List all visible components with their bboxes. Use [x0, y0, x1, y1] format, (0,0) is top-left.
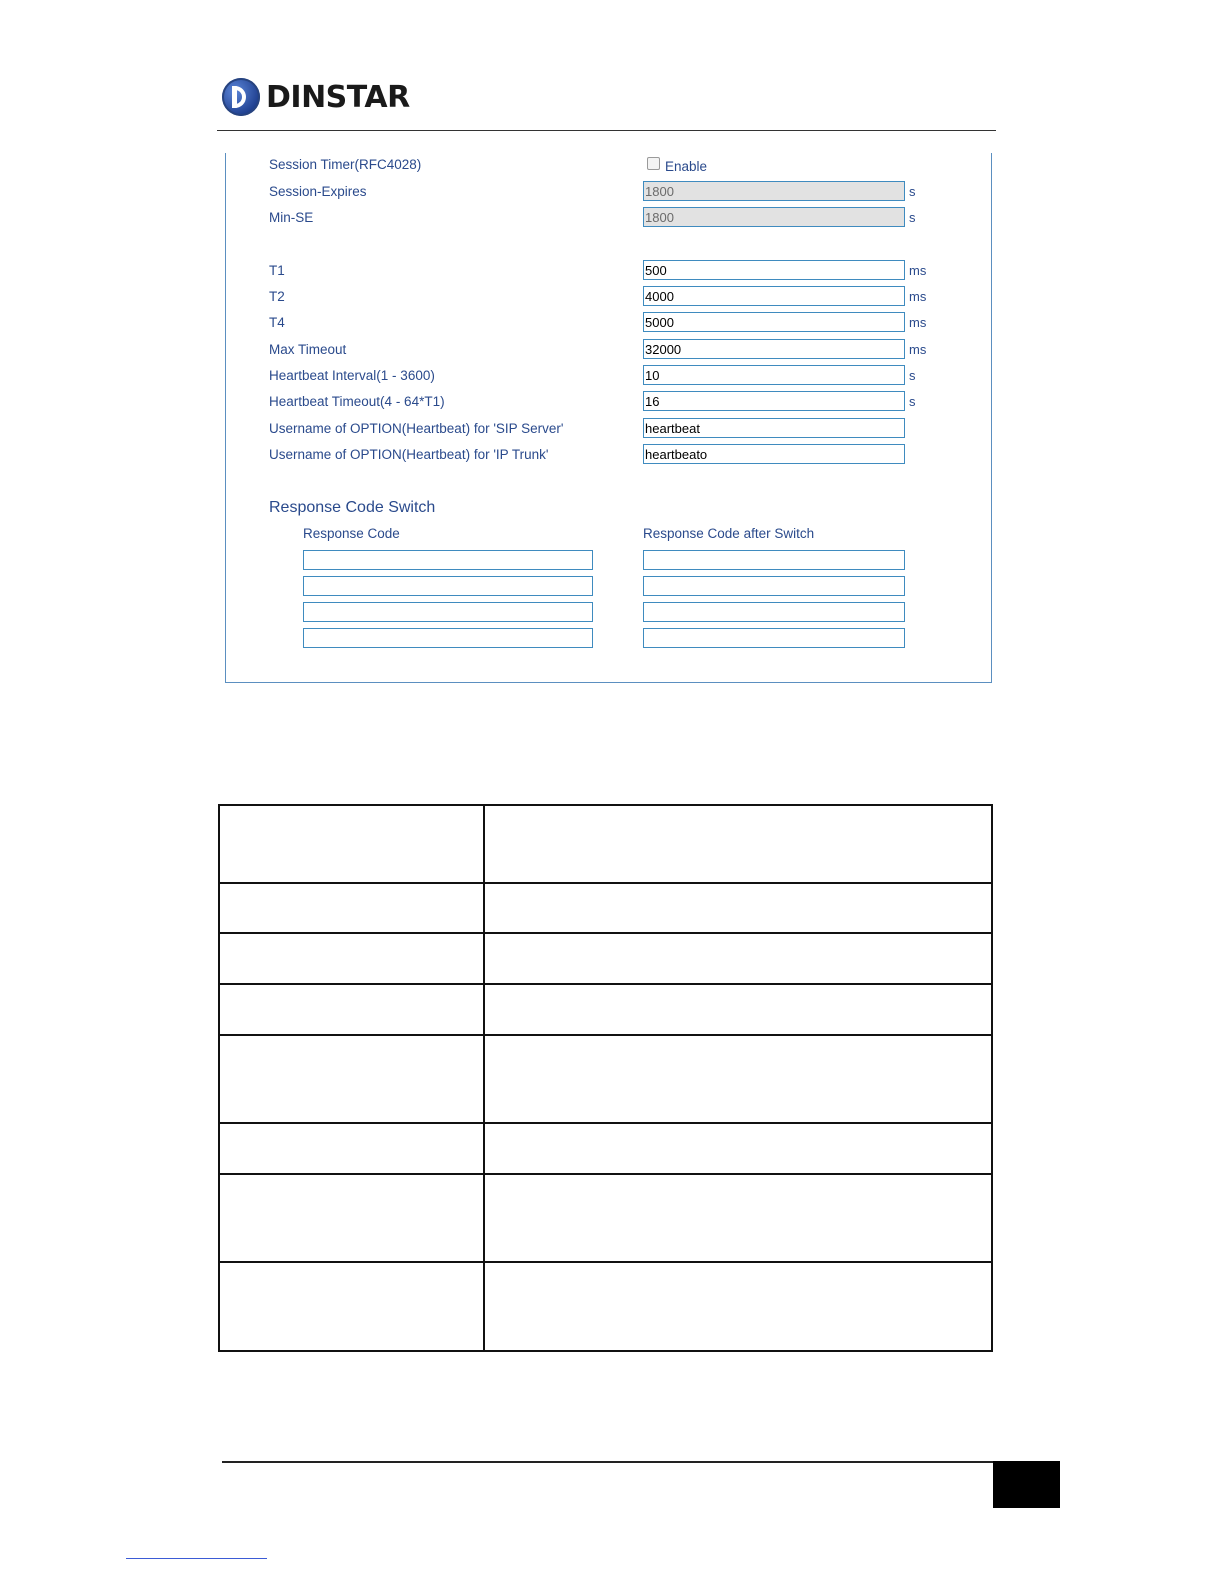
option-user-trunk-input[interactable]	[643, 444, 905, 464]
footer-link-underline[interactable]	[126, 1558, 267, 1559]
session-timer-label: Session Timer(RFC4028)	[269, 157, 422, 172]
session-expires-input[interactable]	[643, 181, 905, 201]
response-code-switch-title: Response Code Switch	[269, 499, 436, 516]
page-number-box	[993, 1461, 1060, 1508]
response-code-input-4[interactable]	[303, 628, 593, 648]
table-row	[219, 1262, 992, 1351]
table-row	[219, 883, 992, 933]
header-divider	[217, 130, 996, 131]
heartbeat-timeout-label: Heartbeat Timeout(4 - 64*T1)	[269, 394, 445, 409]
heartbeat-interval-label: Heartbeat Interval(1 - 3600)	[269, 368, 435, 383]
response-code-after-input-1[interactable]	[643, 550, 905, 570]
dinstar-logo	[222, 78, 410, 116]
table-row	[219, 984, 992, 1035]
heartbeat-timeout-input[interactable]	[643, 391, 905, 411]
response-code-after-input-2[interactable]	[643, 576, 905, 596]
t2-input[interactable]	[643, 286, 905, 306]
option-user-trunk-label: Username of OPTION(Heartbeat) for 'IP Trunk'	[269, 447, 549, 462]
session-expires-label: Session-Expires	[269, 184, 367, 199]
table-row	[219, 933, 992, 984]
brand-name: DINSTAR	[266, 79, 410, 115]
max-timeout-input[interactable]	[643, 339, 905, 359]
t1-label: T1	[269, 263, 285, 278]
dinstar-logo-icon	[222, 78, 260, 116]
option-user-sip-label: Username of OPTION(Heartbeat) for 'SIP Server'	[269, 421, 564, 436]
min-se-label: Min-SE	[269, 210, 314, 225]
t4-label: T4	[269, 315, 285, 330]
table-row	[219, 1035, 992, 1123]
session-expires-unit: s	[909, 184, 916, 199]
t2-label: T2	[269, 289, 285, 304]
response-code-column-header: Response Code	[303, 526, 400, 541]
table-row	[219, 1174, 992, 1262]
t1-unit: ms	[909, 263, 927, 278]
table-row	[219, 805, 992, 883]
response-code-input-2[interactable]	[303, 576, 593, 596]
t2-unit: ms	[909, 289, 927, 304]
session-timer-checkbox[interactable]	[647, 157, 660, 170]
response-code-input-1[interactable]	[303, 550, 593, 570]
t1-input[interactable]	[643, 260, 905, 280]
response-code-after-input-3[interactable]	[643, 602, 905, 622]
t4-input[interactable]	[643, 312, 905, 332]
table-row	[219, 1123, 992, 1174]
min-se-input[interactable]	[643, 207, 905, 227]
t4-unit: ms	[909, 315, 927, 330]
heartbeat-timeout-unit: s	[909, 394, 916, 409]
footer-divider	[222, 1461, 1060, 1463]
max-timeout-label: Max Timeout	[269, 342, 347, 357]
heartbeat-interval-input[interactable]	[643, 365, 905, 385]
response-code-after-input-4[interactable]	[643, 628, 905, 648]
session-timer-enable-label: Enable	[665, 159, 708, 174]
max-timeout-unit: ms	[909, 342, 927, 357]
response-code-after-column-header: Response Code after Switch	[643, 526, 815, 541]
option-user-sip-input[interactable]	[643, 418, 905, 438]
parameter-description-table	[218, 804, 993, 1352]
heartbeat-interval-unit: s	[909, 368, 916, 383]
min-se-unit: s	[909, 210, 916, 225]
response-code-input-3[interactable]	[303, 602, 593, 622]
